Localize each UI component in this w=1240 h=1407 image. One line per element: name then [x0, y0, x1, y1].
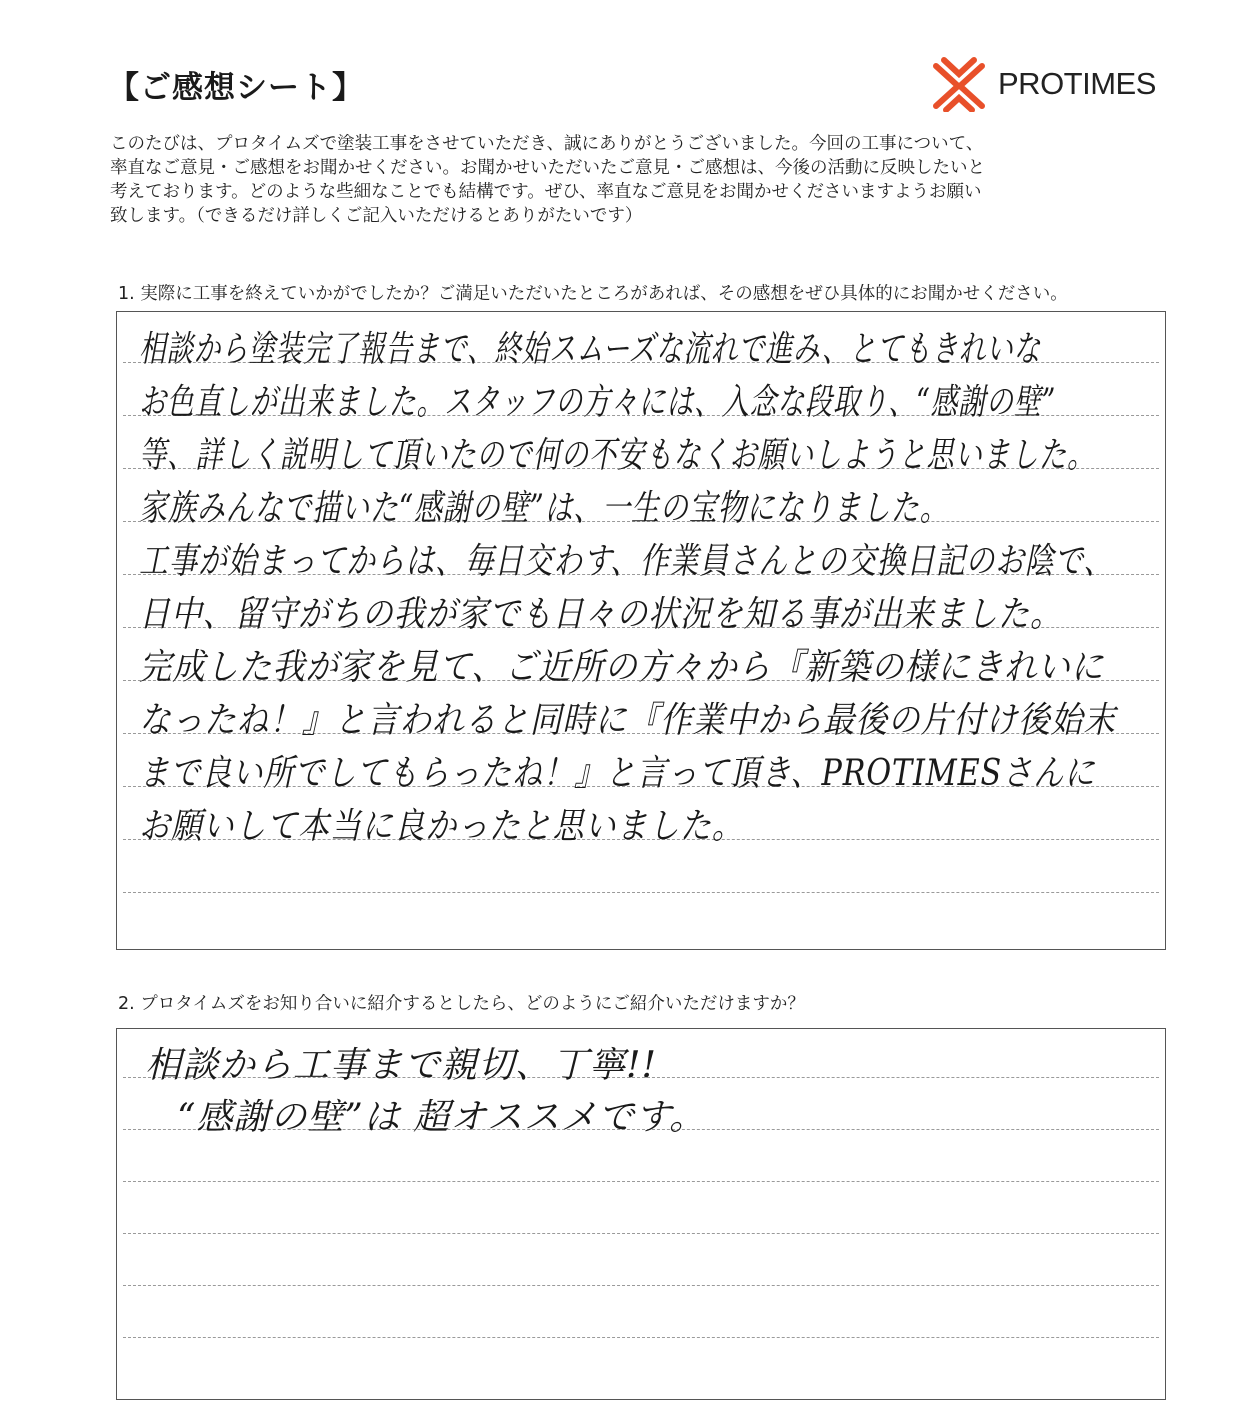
handwritten-answer-line: お願いして本当に良かったと思いました。 — [139, 806, 744, 847]
handwritten-answer-line: 相談から塗装完了報告まで、終始スムーズな流れで進み、とてもきれいな — [139, 329, 1041, 370]
ruled-line — [123, 1181, 1159, 1182]
intro-line: 致します。（できるだけ詳しくご記入いただけるとありがたいです） — [110, 206, 643, 226]
handwritten-answer-line: 家族みんなで描いた“感謝の壁”は、一生の宝物になりました。 — [139, 488, 949, 529]
logo-wordmark: PROTIMES — [998, 66, 1156, 101]
answer-2-box — [116, 1028, 1166, 1400]
protimes-logo-icon — [928, 56, 990, 112]
ruled-line — [123, 892, 1159, 893]
intro-line: このたびは、プロタイムズで塗装工事をさせていただき、誠にありがとうございました。今回の工事について、 — [110, 134, 984, 154]
question-1-label: 1. 実際に工事を終えていかがでしたか？ご満足いただいたところがあれば、その感想をぜひ具体的にお聞かせください。 — [118, 284, 1068, 304]
handwritten-answer-line: なったね！』と言われると同時に『作業中から最後の片付け後始末 — [139, 700, 1116, 741]
handwritten-answer-line: 日中、留守がちの我が家でも日々の状況を知る事が出来ました。 — [139, 594, 1062, 635]
intro-line: 率直なご意見・ご感想をお聞かせください。お聞かせいただいたご意見・ご感想は、今後の活動に反映したいと — [110, 158, 985, 178]
intro-line: 考えております。どのような些細なことでも結構です。ぜひ、率直なご意見をお聞かせくださいますようお願い — [110, 182, 982, 202]
handwritten-answer-line: まで良い所でしてもらったね！』と言って頂き、PROTIMESさんに — [139, 753, 1096, 794]
answer-1-box — [116, 311, 1166, 950]
sheet-title: 【ご感想シート】 — [108, 70, 364, 106]
handwritten-answer-line: 完成した我が家を見て、ご近所の方々から『新築の様にきれいに — [139, 647, 1105, 688]
handwritten-answer-line: お色直しが出来ました。スタッフの方々には、入念な段取り、“感謝の壁” — [139, 382, 1057, 423]
question-2-label: 2. プロタイムズをお知り合いに紹介するとしたら、どのようにご紹介いただけますか？ — [118, 994, 805, 1014]
ruled-line — [123, 1337, 1159, 1338]
ruled-line — [123, 1285, 1159, 1286]
handwritten-answer-line: 工事が始まってからは、毎日交わす、作業員さんとの交換日記のお陰で、 — [139, 541, 1113, 582]
handwritten-answer-line: 相談から工事まで親切、丁寧!! — [145, 1045, 657, 1086]
company-logo — [928, 56, 1156, 112]
handwritten-answer-line: “感謝の壁”は 超オススメです。 — [177, 1097, 707, 1138]
ruled-line — [123, 1233, 1159, 1234]
intro-paragraph — [110, 132, 1190, 228]
handwritten-answer-line: 等、詳しく説明して頂いたので何の不安もなくお願いしようと思いました。 — [139, 435, 1096, 476]
